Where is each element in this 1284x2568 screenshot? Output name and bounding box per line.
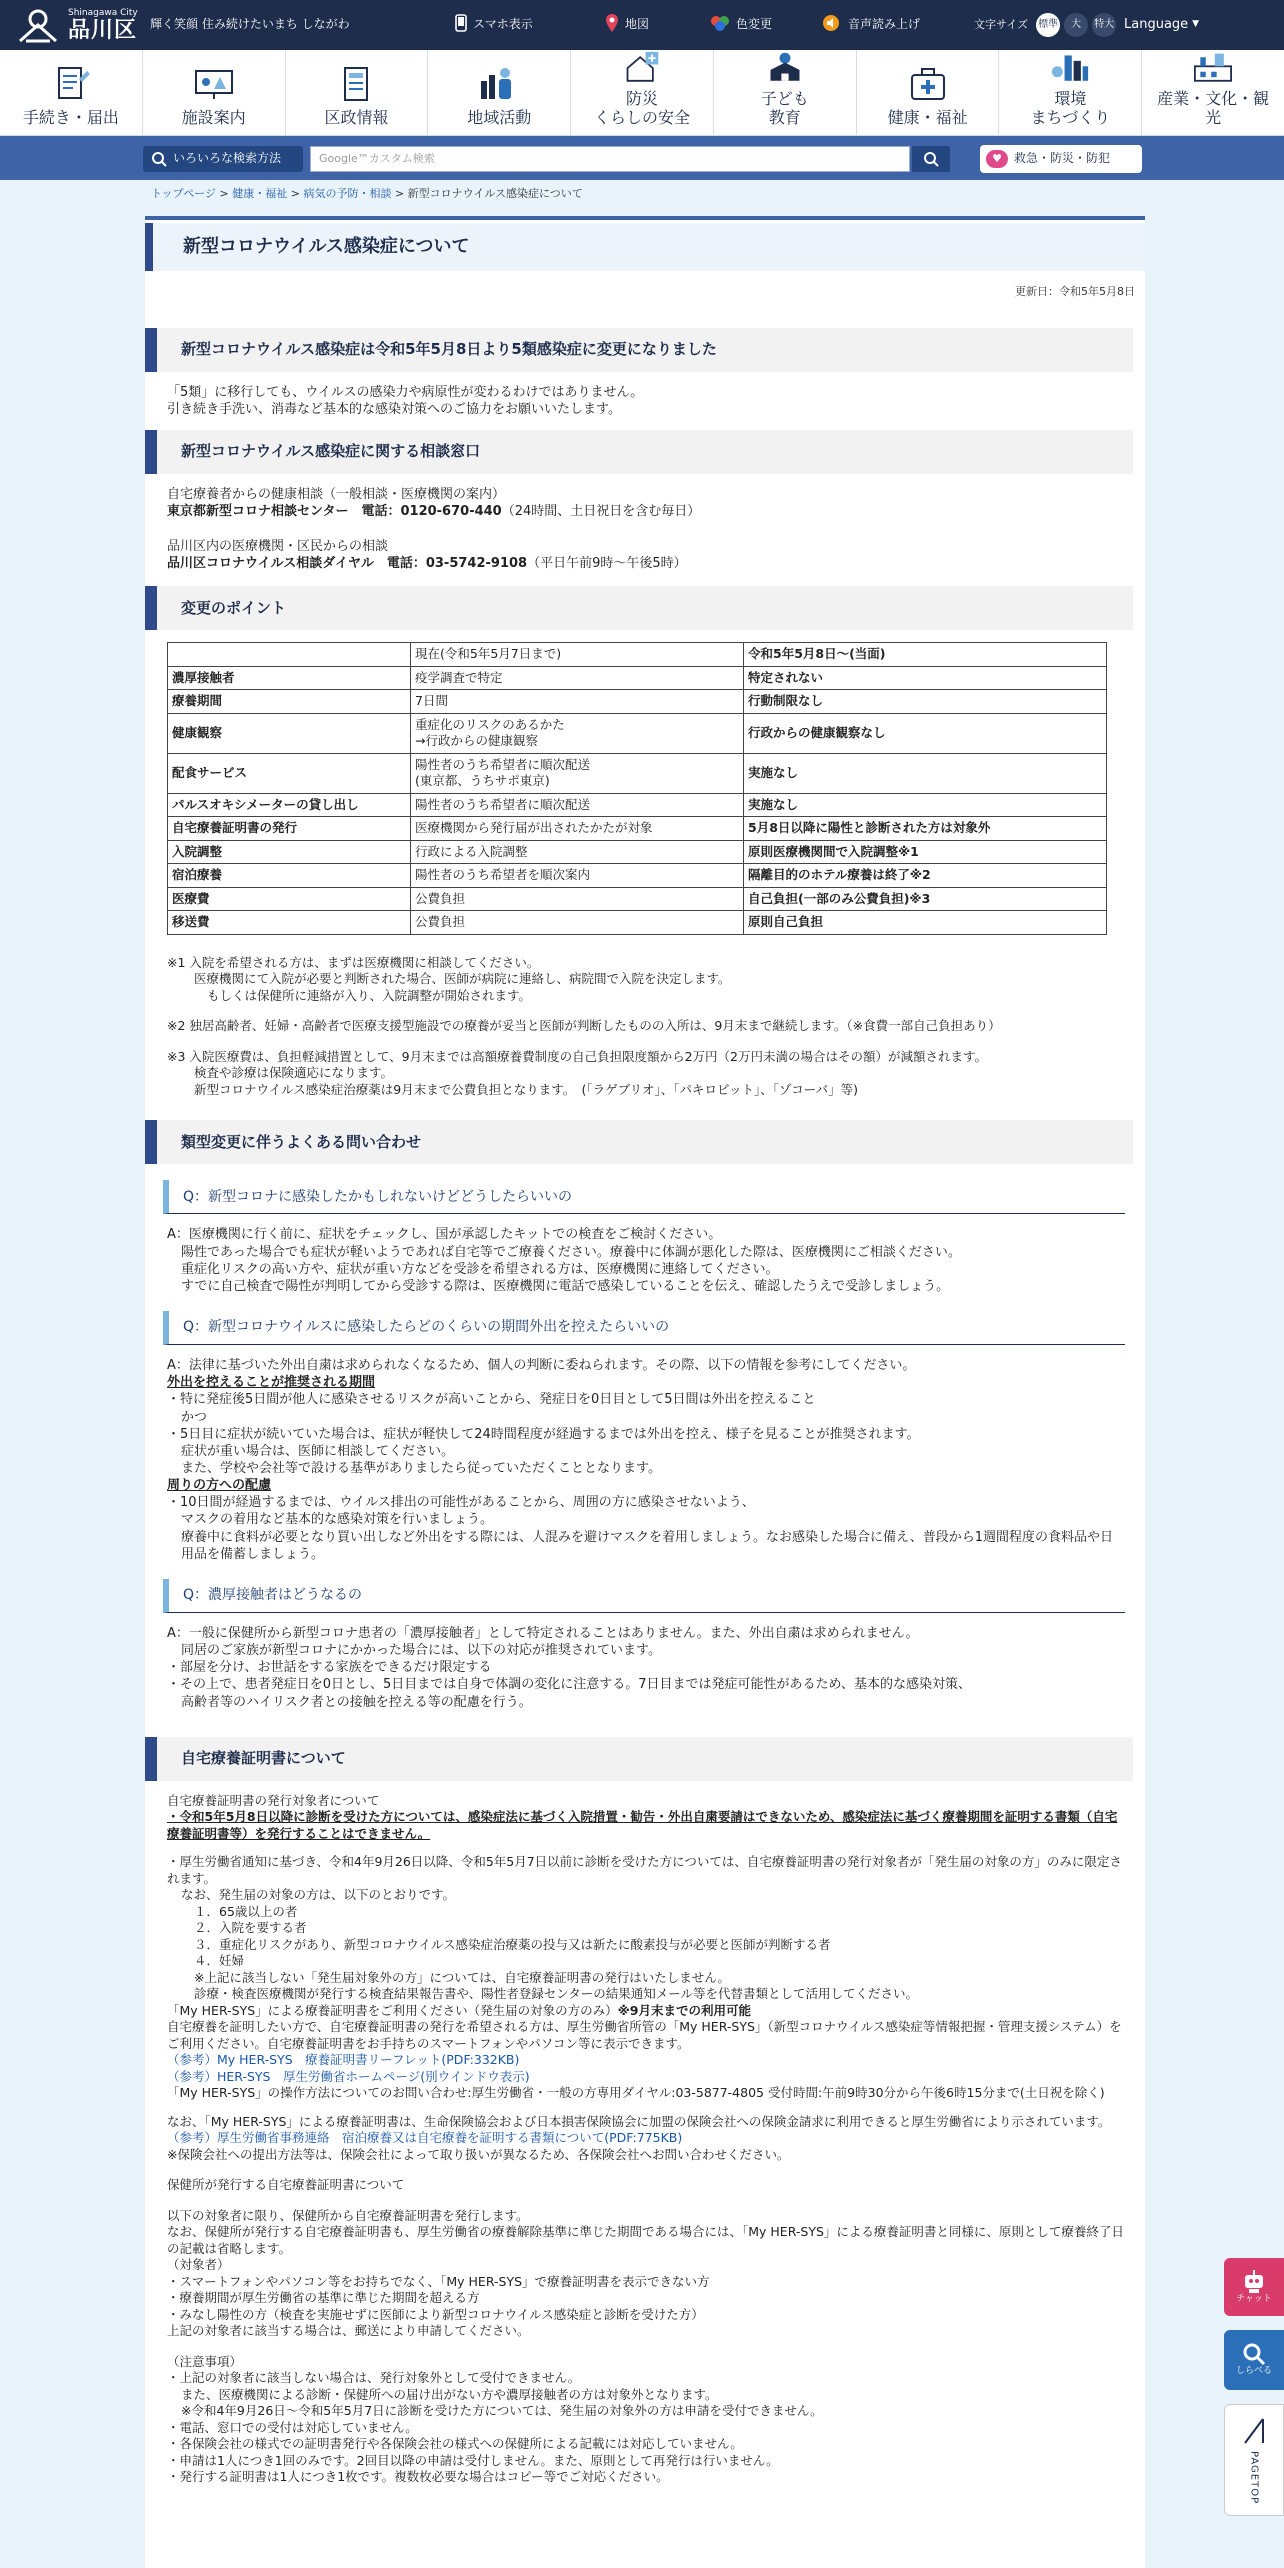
top-bar [0,0,1284,50]
text-line: 診療・検査医療機関が発行する検査結果報告書や、陽性者登録センターの結果通知メール等を代替書類として活用してください。 [194,1986,919,2002]
table-row [168,793,1107,817]
text-line: ・発行する証明書は1人につき1枚です。複数枚必要な場合はコピー等でご対応ください。 [167,2469,669,2485]
answer-subheading: 周りの方への配慮 [167,1478,272,1494]
table-cell: 医療機関から発行届が出されたかたが対象 [411,817,744,841]
table-row [168,713,1107,753]
changes-table [167,642,1107,935]
nav-administration[interactable]: 区政情報 [286,50,429,135]
table-cell: 疫学調査で特定 [411,666,744,690]
text-line: １．65歳以上の者 [194,1903,298,1919]
table-row [168,690,1107,714]
table-cell: 実施なし [744,753,1107,793]
text-line: 「My HER-SYS」による療養証明書をご利用ください（発生届の対象の方のみ） [167,2002,618,2018]
note-line: ※2 独居高齢者、妊婦・高齢者で医療支援型施設での療養が妥当と医師が判断したものの入所は、9月末まで継続します。（※食費一部自己負担あり） [167,1018,1001,1034]
faq-question-infected: Q：新型コロナに感染したかもしれないけどどうしたらいいの [163,1180,1125,1214]
table-row [168,753,1107,793]
answer-line: ・特に発症後5日間が他人に感染させるリスクが高いことから、発症日を0日目として5日間は外出を控えること [167,1392,816,1408]
table-cell: 行政による入院調整 [411,840,744,864]
faq-question-close-contact: Q：濃厚接触者はどうなるの [163,1579,1125,1613]
text-line: ・みなし陽性の方（検査を実施せずに医師により新型コロナウイルス感染症と診断を受けた方） [167,2306,704,2322]
table-cell: 入院調整 [168,840,411,864]
search-icon [1242,2342,1266,2366]
table-cell: 原則医療機関間で入院調整※1 [744,840,1107,864]
heart-icon: ♥ [986,150,1008,168]
palette-icon [710,15,730,36]
map-link[interactable]: 地図 [605,0,710,50]
table-row [168,864,1107,888]
table-cell: 自宅療養証明書の発行 [168,817,411,841]
safety-house-icon [618,50,666,86]
search-icon [151,151,167,167]
industry-icon [1189,50,1237,86]
table-row [168,911,1107,935]
text-line: ※保険会社への提出方法等は、保険会社によって取り扱いが異なるため、各保険会社へお問い合わせください。 [167,2146,790,2162]
medical-kit-icon [904,65,952,105]
table-cell: 自己負担(一部のみ公費負担)※3 [744,887,1107,911]
table-cell: 原則自己負担 [744,911,1107,935]
facility-icon [190,65,238,105]
table-row [168,840,1107,864]
answer-line: A：一般に保健所から新型コロナ患者の「濃厚接触者」として特定されることはありません。また、外出自粛は求められません。 [167,1625,919,1641]
answer-line: ・その上で、患者発症日を0日とし、5日目までは自身で体調の変化に注意する。7日目までは発症可能性があるため、基本的な感染対策、 [167,1677,972,1693]
language-selector[interactable]: Language ▼ [1124,17,1200,33]
text-line: ※令和4年9月26日～令和5年5月7日に診断を受けた方については、発生届の対象外の方は申請を受付できません。 [181,2403,823,2419]
search-submit-button[interactable] [912,146,950,172]
text-line: 上記の対象者に該当する場合は、郵送により申請してください。 [167,2323,530,2339]
answer-line: A：法律に基づいた外出自粛は求められなくなるため、個人の判断に委ねられます。その際、以下の情報を参考にしてください。 [167,1358,916,1374]
text-line: ・各保険会社の様式での証明書発行や各保険会社の様式への保健所による記載には対応していません。 [167,2436,743,2452]
city-name-en: Shinagawa City [68,7,138,18]
section-heading-class5: 新型コロナウイルス感染症は令和5年5月8日より5類感染症に変更になりました [145,328,1133,372]
answer-line: 療養中に食料が必要となり買い出しなど外出をする際には、人混みを避けマスクを着用しましょう。なお感染した場合に備え、普段から1週間程度の食料品や日用品を備蓄しましょう。 [181,1529,1114,1562]
note-line: ※1 入院を希望される方は、まずは医療機関に相談してください。 [167,954,540,970]
section-heading-changes: 変更のポイント [145,586,1133,630]
faq-question-isolation: Q：新型コロナウイルスに感染したらどのくらいの期間外出を控えたらいいの [163,1311,1125,1345]
smartphone-icon [455,14,467,37]
robot-icon [1241,2268,1267,2294]
table-cell: パルスオキシメーターの貸し出し [168,793,411,817]
answer-line: マスクの着用など基本的な感染対策を行いましょう。 [181,1512,494,1528]
table-row [168,887,1107,911]
table-cell: 配食サービス [168,753,411,793]
table-cell: 現在(令和5年5月7日まで) [411,643,744,667]
text-line: ・療養期間が厚生労働省の基準に準じた期間を超える方 [167,2290,480,2306]
search-band [0,136,1284,180]
page-title: 新型コロナウイルス感染症について [145,223,1145,271]
answer-subheading: 外出を控えることが推奨される期間 [167,1375,376,1391]
section-heading-certificate: 自宅療養証明書について [145,1737,1133,1781]
answer-line: かつ [181,1409,208,1425]
text-line: （平日午前9時～午後5時） [527,556,687,572]
table-cell: 移送費 [168,911,411,935]
city-icon [1046,50,1094,86]
form-icon [47,65,95,105]
text-line: 「5類」に移行しても、ウイルスの感染力や病原性が変わるわけではありません。 [167,384,644,400]
text-to-speech-link[interactable]: 音声読み上げ [822,0,974,50]
text-line: ※9月末までの利用可能 [617,2002,752,2018]
note-line: 新型コロナウイルス感染症治療薬は9月末まで公費負担となります。 (「ラゲブリオ」、「パキロビット」、「ゾコーバ」等) [194,1081,858,1097]
text-line: 品川区内の医療機関・区民からの相談 [167,539,389,555]
note-line: 検査や診療は保険適応になります。 [194,1065,394,1081]
note-line: ※3 入院医療費は、負担軽減措置として、9月末までは高額療養費制度の自己負担限度額から2万円（2万円未満の場合はその額）が減額されます。 [167,1048,988,1064]
font-size-large-button[interactable]: 大 [1064,13,1088,37]
speaker-icon [822,14,842,37]
table-cell: 陽性者のうち希望者に順次配送 (東京都、うちサポ東京) [411,753,744,793]
text-line: ３．重症化リスクがあり、新型コロナウイルス感染症治療薬の投与又は新たに酸素投与が必要と医師が判断する者 [194,1936,831,1952]
text-line: 自宅療養を証明したい方で、自宅療養証明書の発行を希望される方は、厚生労働省所管の「My HER-SYS」（新型コロナウイルス感染症等情報把握・管理支援システム）をご利用ください。自宅療養証明書をお手持ちのスマートフォンやパソコン等に表示できます。 [167,2019,1122,2051]
answer-line: 高齢者等のハイリスク者との接触を控える等の配慮を行う。 [181,1694,532,1710]
breadcrumb-health[interactable]: 健康・福祉 [232,186,288,200]
font-size-xlarge-button[interactable]: 特大 [1092,13,1116,37]
search-icon [923,151,939,167]
text-line: ・スマートフォンやパソコン等をお持ちでなく、「My HER-SYS」で療養証明書を表示できない方 [167,2273,710,2289]
text-line: （対象者） [167,2257,230,2273]
chevron-down-icon: ▼ [1192,19,1200,30]
text-line: ※上記に該当しない「発生届対象外の方」については、自宅療養証明書の発行はいたしません。 [194,1969,730,1985]
table-cell: 重症化のリスクのあるかた →行政からの健康観察 [411,713,744,753]
slogan: 輝く笑顔 住み続けたいまち しながわ [150,17,350,32]
answer-line: ・部屋を分け、お世話をする家族をできるだけ限定する [167,1660,492,1676]
nav-environment-city[interactable]: 環境 まちづくり [999,50,1142,135]
text-line: ４．妊婦 [194,1953,245,1969]
nav-health-welfare[interactable]: 健康・福祉 [857,50,1000,135]
table-cell: 隔離目的のホテル療養は終了※2 [744,864,1107,888]
table-cell: 公費負担 [411,887,744,911]
table-cell [168,643,411,667]
breadcrumb-prevention[interactable]: 病気の予防・相談 [303,186,392,200]
text-line: 保健所が発行する自宅療養証明書について [167,2177,405,2193]
table-cell: 実施なし [744,793,1107,817]
mhlw-notice-pdf-link[interactable]: （参考）厚生労働省事務連絡 宿泊療養又は自宅療養を証明する書類について(PDF:775KB) [167,2130,683,2146]
text-line: ・厚生労働省通知に基づき、令和4年9月26日以降、令和5年5月7日以前に診断を受けた方については、自宅療養証明書の発行対象者が「発生届の対象の方」のみに限定されます。 [167,1854,1122,1886]
note-line: もしくは保健所に連絡が入り、入院調整が開始されます。 [207,987,532,1003]
text-line: なお、「My HER-SYS」による療養証明書は、生命保険協会および日本損害保険協会に加盟の保険会社への保険金請求に利用できると厚生労働省により示されています。 [167,2113,1111,2129]
answer-line: 重症化リスクの高い方や、症状が重い方などを受診を希望される方は、医療機関に連絡してください。 [181,1261,779,1277]
text-line: なお、保健所が発行する自宅療養証明書も、厚生労働省の療養解除基準に準じた期間である場合には、「My HER-SYS」による療養証明書と同様に、原則として療養終了日の記載は省略します。 [167,2224,1124,2256]
font-size-standard-button[interactable]: 標準 [1036,13,1060,37]
text-line: ２．入院を要する者 [194,1920,307,1936]
important-notice: ・令和5年5月8日以降に診断を受けた方については、感染症法に基づく入院措置・勧告・外出自粛要請はできないため、感染症法に基づく療養期間を証明する書類（自宅療養証明書等）を発行することはできません。 [167,1809,1118,1841]
breadcrumb: トップページ > 健康・福祉 > 病気の予防・相談 > 新型コロナウイルス感染症について [151,186,583,200]
text-line: 自宅療養者からの健康相談（一般相談・医療機関の案内） [167,486,506,502]
updated-date: 更新日：令和5年5月8日 [1015,285,1135,298]
community-icon [475,65,523,105]
answer-line: すでに自己検査で陽性が判明してから受診する際は、医療機関に電話で感染していることを伝え、確認したうえで受診しましょう。 [181,1278,950,1294]
text-line: 引き続き手洗い、消毒など基本的な感染対策へのご協力をお願いいたします。 [167,401,621,417]
text-line: （24時間、土日祝日を含む毎日） [501,503,701,519]
answer-line: 同居のご家族が新型コロナにかかった場合には、以下の対応が推奨されています。 [181,1643,661,1659]
search-methods-button[interactable]: いろいろな検索方法 [143,146,303,172]
smartphone-view-link[interactable]: スマホ表示 [455,0,605,50]
nav-facilities[interactable]: 施設案内 [143,50,286,135]
answer-line: 症状が重い場合は、医師に相談してください。 [181,1443,455,1459]
shinagawa-hotline: 品川区コロナウイルス相談ダイヤル 電話：03-5742-9108 [167,556,528,572]
arrow-up-icon [1243,2415,1265,2445]
text-line: 「My HER-SYS」の操作方法についてのお問い合わせ:厚生労働省・一般の方専用ダイヤル:03-5877-4805 受付時間:午前9時30分から午後6時15分まで(土日祝を除く) [167,2085,1105,2101]
mhlw-her-sys-link[interactable]: （参考）HER-SYS 厚生労働省ホームページ(別ウインドウ表示) [167,2068,530,2084]
answer-line: ・5日目に症状が続いていた場合は、症状が軽快して24時間程度が経過するまでは外出を控え、様子を見ることが推奨されます。 [167,1426,920,1442]
answer-line: ・10日間が経過するまでは、ウイルス排出の可能性があることから、周囲の方に感染させないよう、 [167,1495,755,1511]
nav-industry-culture[interactable]: 産業・文化・観 光 [1142,50,1284,135]
nav-safety[interactable]: 防災 くらしの安全 [571,50,714,135]
table-cell: 濃厚接触者 [168,666,411,690]
table-cell: 陽性者のうち希望者を順次案内 [411,864,744,888]
table-cell: 宿泊療養 [168,864,411,888]
emergency-link[interactable]: ♥ 救急・防災・防犯 [980,145,1142,173]
answer-line: A：医療機関に行く前に、症状をチェックし、国が承認したキットでの検査をご検討ください。 [167,1227,722,1243]
text-line: 自宅療養証明書の発行対象者について [167,1792,380,1808]
text-line: ・申請は1人につき1回のみです。2回目以降の申請は受付しません。また、原則として再発行は行いません。 [167,2452,779,2468]
section-heading-consultation: 新型コロナウイルス感染症に関する相談窓口 [145,430,1133,474]
text-line: 以下の対象者に限り、保健所から自宅療養証明書を発行します。 [167,2207,529,2223]
font-size-selector: 文字サイズ 標準 大 特大 [974,13,1124,37]
city-emblem-icon [16,5,60,45]
city-logo[interactable] [0,5,150,45]
table-cell: 特定されない [744,666,1107,690]
map-pin-icon [605,13,619,38]
text-line: ・電話、窓口での受付は対応していません。 [167,2419,418,2435]
nav-children-education[interactable]: 子ども 教育 [714,50,857,135]
table-row [168,666,1107,690]
text-line: なお、発生届の対象の方は、以下のとおりです。 [181,1887,456,1903]
main-content [145,216,1145,2568]
text-line: ・上記の対象者に該当しない場合は、発行対象外として受付できません。 [167,2370,581,2386]
table-cell: 療養期間 [168,690,411,714]
search-input[interactable]: Google™カスタム検索 [310,146,910,172]
table-cell: 行政からの健康観察なし [744,713,1107,753]
table-cell: 医療費 [168,887,411,911]
nav-procedures[interactable]: 手続き・届出 [0,50,143,135]
document-icon [332,65,380,105]
table-cell: 陽性者のうち希望者に順次配送 [411,793,744,817]
text-line: （注意事項） [167,2353,243,2369]
changes-notes [145,955,1145,1099]
table-cell: 5月8日以降に陽性と診断された方は対象外 [744,817,1107,841]
table-row [168,817,1107,841]
table-cell: 健康観察 [168,713,411,753]
answer-line: また、学校や会社等で設ける基準がありましたら従っていただくこととなります。 [181,1461,661,1477]
global-nav [0,50,1284,136]
school-icon [761,50,809,86]
table-cell: 公費負担 [411,911,744,935]
note-line: 医療機関にて入院が必要と判断された場合、医師が病院に連絡し、病院間で入院を決定します。 [194,971,731,987]
tokyo-hotline: 東京都新型コロナ相談センター 電話：0120-670-440 [167,503,502,519]
color-change-link[interactable]: 色変更 [710,0,822,50]
text-line: また、医療機関による診断・保健所への届け出がない方や濃厚接触者の方は対象外となります。 [181,2386,718,2402]
nav-community[interactable]: 地域活動 [428,50,571,135]
chat-button[interactable]: チャット [1224,2258,1284,2316]
page-top-button[interactable]: PAGETOP [1224,2404,1284,2516]
lookup-button[interactable]: しらべる [1224,2330,1284,2390]
table-cell: 7日間 [411,690,744,714]
table-header-row [168,643,1107,667]
city-name-ja: 品川区 [68,17,138,43]
table-cell: 令和5年5月8日～(当面) [744,643,1107,667]
answer-line: 陽性であった場合でも症状が軽いようであれば自宅等でご療養ください。療養中に体調が悪化した際は、医療機関にご相談ください。 [181,1244,961,1260]
section-heading-faq: 類型変更に伴うよくある問い合わせ [145,1120,1133,1164]
breadcrumb-current: 新型コロナウイルス感染症について [407,186,583,200]
table-cell: 行動制限なし [744,690,1107,714]
leaflet-pdf-link[interactable]: （参考）My HER-SYS 療養証明書リーフレット(PDF:332KB) [167,2052,520,2068]
breadcrumb-home[interactable]: トップページ [151,186,217,200]
